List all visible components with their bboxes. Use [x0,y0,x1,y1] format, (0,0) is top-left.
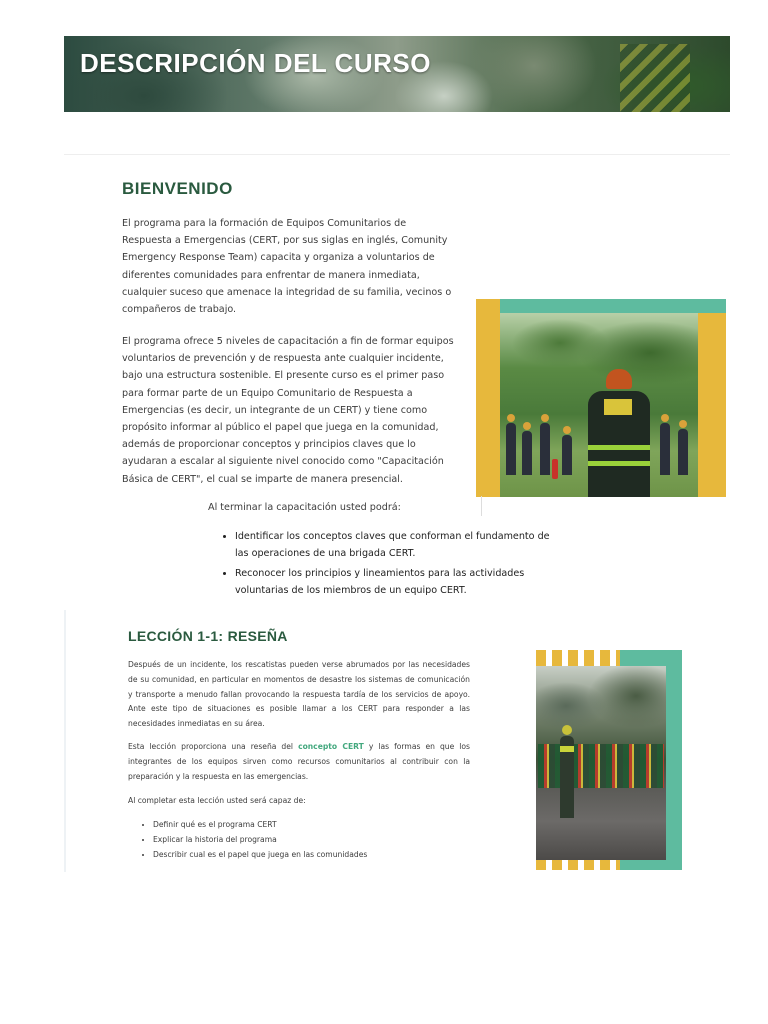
lesson-paragraph-1: Después de un incidente, los rescatistas pueden verse abrumados por las necesidades de su comunidad, en particular en momentos de desastre los sistemas de comunicación y transporte a menudo fallan provocando la respuesta tardía de los servicios de apoyo. Ante este tipo de situaciones es posible llamar a los CERT para responder a las necesidades inmediatas en su área. [128,660,470,729]
instructor-figure [584,369,654,497]
lesson-paragraph-2 [128,740,470,784]
banner-title: DESCRIPCIÓN DEL CURSO [80,48,431,78]
training-objectives-list [220,528,551,602]
brigade-crowd [538,744,664,788]
frame-accent-left [476,299,500,497]
list-item: • Describir cual es el papel que juega en las comunidades [153,848,453,863]
lesson-title: LECCIÓN 1-1: RESEÑA [128,628,288,644]
lesson-section [64,610,732,872]
lesson-photo-frame [536,650,682,870]
lesson-paragraph-2-start: Esta lección proporciona una reseña del [128,742,299,751]
welcome-title: BIENVENIDO [122,179,233,198]
welcome-section [64,154,730,497]
list-item: • Identificar los conceptos claves que conforman el fundamento de las operaciones de una brigada CERT. [235,528,551,562]
frame-stripes-bottom [536,860,620,870]
list-item: • Explicar la historia del programa [153,833,453,848]
frame-accent-right [698,313,726,497]
volunteers-training-photo [500,313,698,497]
leader-figure [560,736,574,818]
welcome-photo-frame [476,299,726,497]
welcome-paragraph-1: El programa para la formación de Equipos Comunitarios de Respuesta a Emergencias (CERT, por sus siglas en inglés, Comunity Emergency Response Team) capacita y organiza a voluntarios de diferentes comunidades para enfrentar de manera inmediata, cualquier suceso que amenace la integridad de su familia, vecinos o compañeros de trabajo. [122,218,452,316]
list-item: • Definir qué es el programa CERT [153,818,453,833]
lesson-paragraph-2-end: y las formas en que los integrantes de los equipos sirven como recursos comunitarios al contribuir con la preparación y la respuesta en las emergencias. [128,742,470,781]
divider [481,496,482,516]
course-description-banner [64,36,730,112]
lesson-complete-intro: Al completar esta lección usted será capaz de: [128,796,306,805]
frame-stripes-top [536,650,620,666]
lesson-objectives-list [140,818,453,862]
brigade-formation-photo [536,666,666,860]
list-item: • Reconocer los principios y lineamientos para las actividades voluntarias de los miembros de un equipo CERT. [235,565,551,599]
after-training-label: Al terminar la capacitación usted podrá: [208,502,401,513]
welcome-paragraph-2: El programa ofrece 5 niveles de capacitación a fin de formar equipos voluntarios de prevención y de respuesta ante cualquier incidente, bajo una estructura sostenible. El presente curso es el primer paso para formar parte de un Equipo Comunitario de Respuesta a Emergencias (es decir, un integrante de un CERT) y tiene como propósito informar al público el papel que juega en la comunidad, además de proporcionar conceptos y principios claves que lo ayudaran a escalar al siguiente nivel conocido como "Capacitación Básica de CERT", el cual se imparte de manera presencial. [122,336,454,485]
cert-concept-link[interactable]: concepto CERT [298,742,364,751]
frame-accent-top [500,299,726,313]
